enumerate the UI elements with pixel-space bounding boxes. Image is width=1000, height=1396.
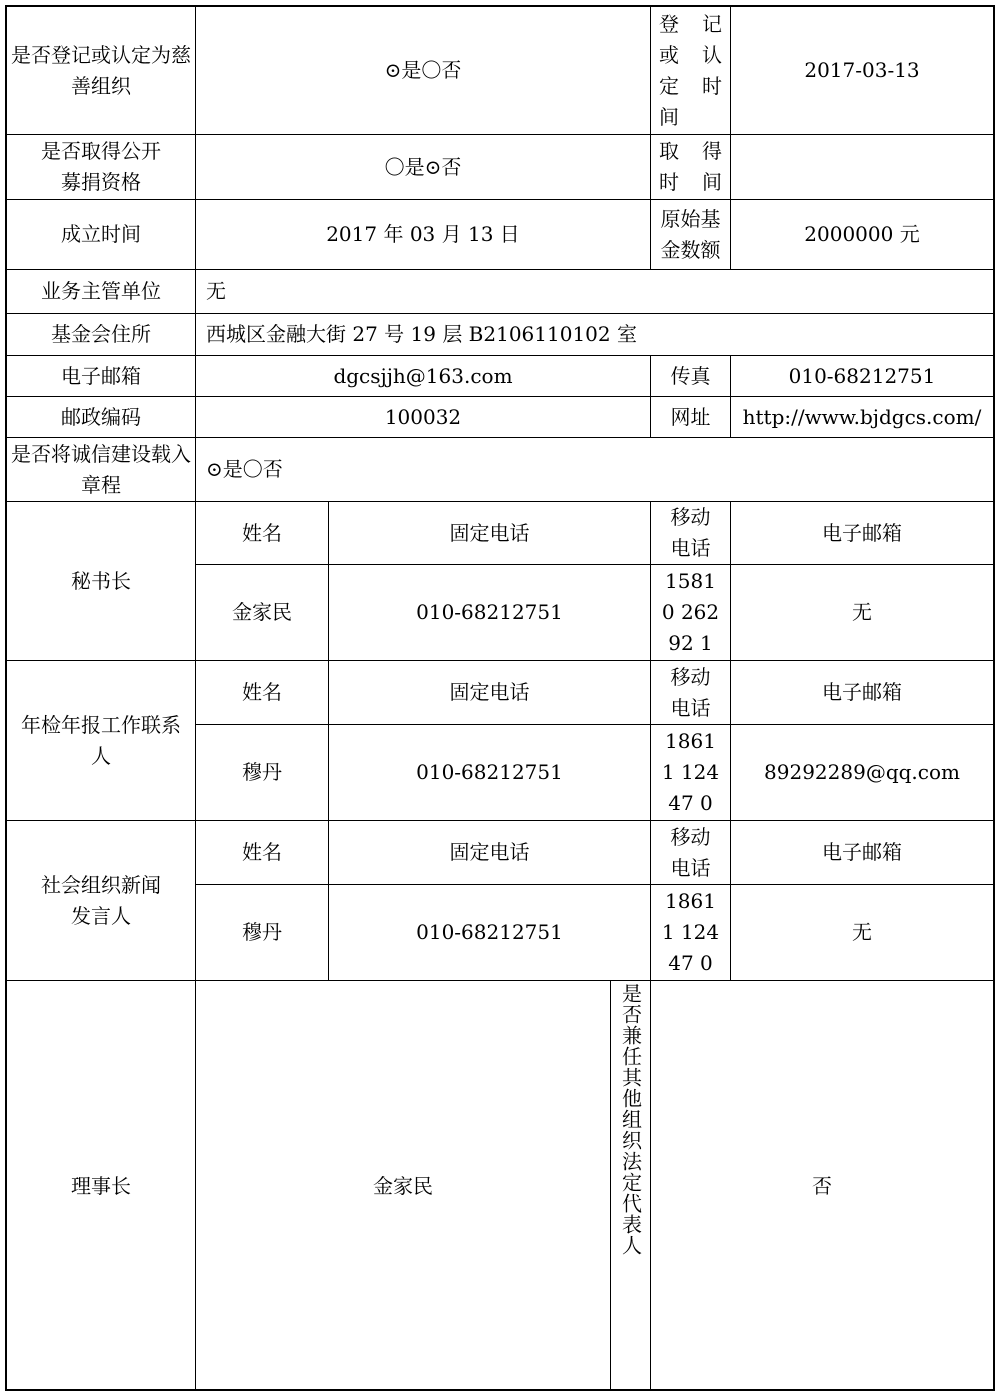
address-value: 西城区金融大街 27 号 19 层 B2106110102 室 <box>196 314 993 356</box>
fund-label-text: 原始基金数额 <box>660 206 721 262</box>
charity-time-label-text: 登 记 或 认 定 时 间 <box>659 11 722 129</box>
contact-mobile-text: 18611 12447 0 <box>661 729 720 815</box>
fundraising-label-text: 是否取得公开募捐资格 <box>41 139 161 194</box>
integrity-label-text: 是否将诚信建设载入章程 <box>11 441 191 497</box>
contact-email: 无 <box>731 565 993 661</box>
contact-header-mobile-text: 移动电话 <box>670 505 711 560</box>
contact-phone: 010-68212751 <box>329 565 651 661</box>
contact-header-mobile <box>651 661 731 725</box>
contact-email: 89292289@qq.com <box>731 725 993 821</box>
supervisor-label: 业务主管单位 <box>7 270 196 314</box>
contact-role-secretary: 秘书长 <box>7 502 196 661</box>
address-label: 基金会住所 <box>7 314 196 356</box>
fundraising-time-value <box>731 135 993 200</box>
fundraising-time-label <box>651 135 731 200</box>
contact-header-phone: 固定电话 <box>329 661 651 725</box>
fax-label: 传真 <box>651 356 731 397</box>
contact-mobile <box>651 885 731 981</box>
contact-header-mobile-text: 移动电话 <box>670 824 711 880</box>
info-table <box>5 5 995 1391</box>
fundraising-time-label-text: 取 得 时间 <box>659 139 722 194</box>
contact-role-annual-report <box>7 661 196 821</box>
chairman-question-text: 是否兼任其他组织法定代表人 <box>618 983 643 1256</box>
contact-phone: 010-68212751 <box>329 885 651 981</box>
contact-header-name: 姓名 <box>196 661 329 725</box>
contact-mobile-text: 18611 12447 0 <box>661 889 720 975</box>
contact-mobile <box>651 725 731 821</box>
charity-time-value: 2017-03-13 <box>731 7 993 135</box>
charity-value: ⊙是〇否 <box>196 7 651 135</box>
chairman-answer: 否 <box>812 1173 832 1198</box>
website-value: http://www.bjdgcs.com/ <box>731 397 993 438</box>
contact-role-spokesperson <box>7 821 196 981</box>
chairman-question <box>611 981 651 1391</box>
contact-header-mobile <box>651 821 731 885</box>
chairman-label: 理事长 <box>7 981 196 1391</box>
integrity-value: ⊙是〇否 <box>196 438 993 502</box>
supervisor-value: 无 <box>196 270 993 314</box>
charity-time-label <box>651 7 731 135</box>
contact-header-phone: 固定电话 <box>329 502 651 565</box>
contact-role-spokesperson-text: 社会组织新闻发言人 <box>41 872 161 928</box>
fundraising-label <box>7 135 196 200</box>
website-label: 网址 <box>651 397 731 438</box>
charity-label <box>7 7 196 135</box>
contact-mobile-text: 15810 26292 1 <box>661 569 720 655</box>
contact-name: 穆丹 <box>196 725 329 821</box>
contact-header-email: 电子邮箱 <box>731 821 993 885</box>
charity-label-text: 是否登记或认定为慈善组织 <box>11 42 191 98</box>
contact-header-email: 电子邮箱 <box>731 502 993 565</box>
email-value: dgcsjjh@163.com <box>196 356 651 397</box>
fundraising-value: 〇是⊙否 <box>196 135 651 200</box>
contact-role-annual-report-text: 年检年报工作联系人 <box>21 712 181 768</box>
postcode-value: 100032 <box>196 397 651 438</box>
postcode-label: 邮政编码 <box>7 397 196 438</box>
email-label: 电子邮箱 <box>7 356 196 397</box>
contact-header-email: 电子邮箱 <box>731 661 993 725</box>
contact-name: 穆丹 <box>196 885 329 981</box>
contact-header-phone: 固定电话 <box>329 821 651 885</box>
contact-phone: 010-68212751 <box>329 725 651 821</box>
contact-header-name: 姓名 <box>196 821 329 885</box>
contact-mobile <box>651 565 731 661</box>
chairman-name: 金家民 <box>196 981 611 1391</box>
established-label: 成立时间 <box>7 200 196 270</box>
fund-label <box>651 200 731 270</box>
contact-name: 金家民 <box>196 565 329 661</box>
established-value: 2017 年 03 月 13 日 <box>196 200 651 270</box>
contact-header-name: 姓名 <box>196 502 329 565</box>
fund-value: 2000000 元 <box>731 200 993 270</box>
contact-header-mobile <box>651 502 731 565</box>
fax-value: 010-68212751 <box>731 356 993 397</box>
contact-email: 无 <box>731 885 993 981</box>
contact-header-mobile-text: 移动电话 <box>670 664 711 720</box>
integrity-label <box>7 438 196 502</box>
